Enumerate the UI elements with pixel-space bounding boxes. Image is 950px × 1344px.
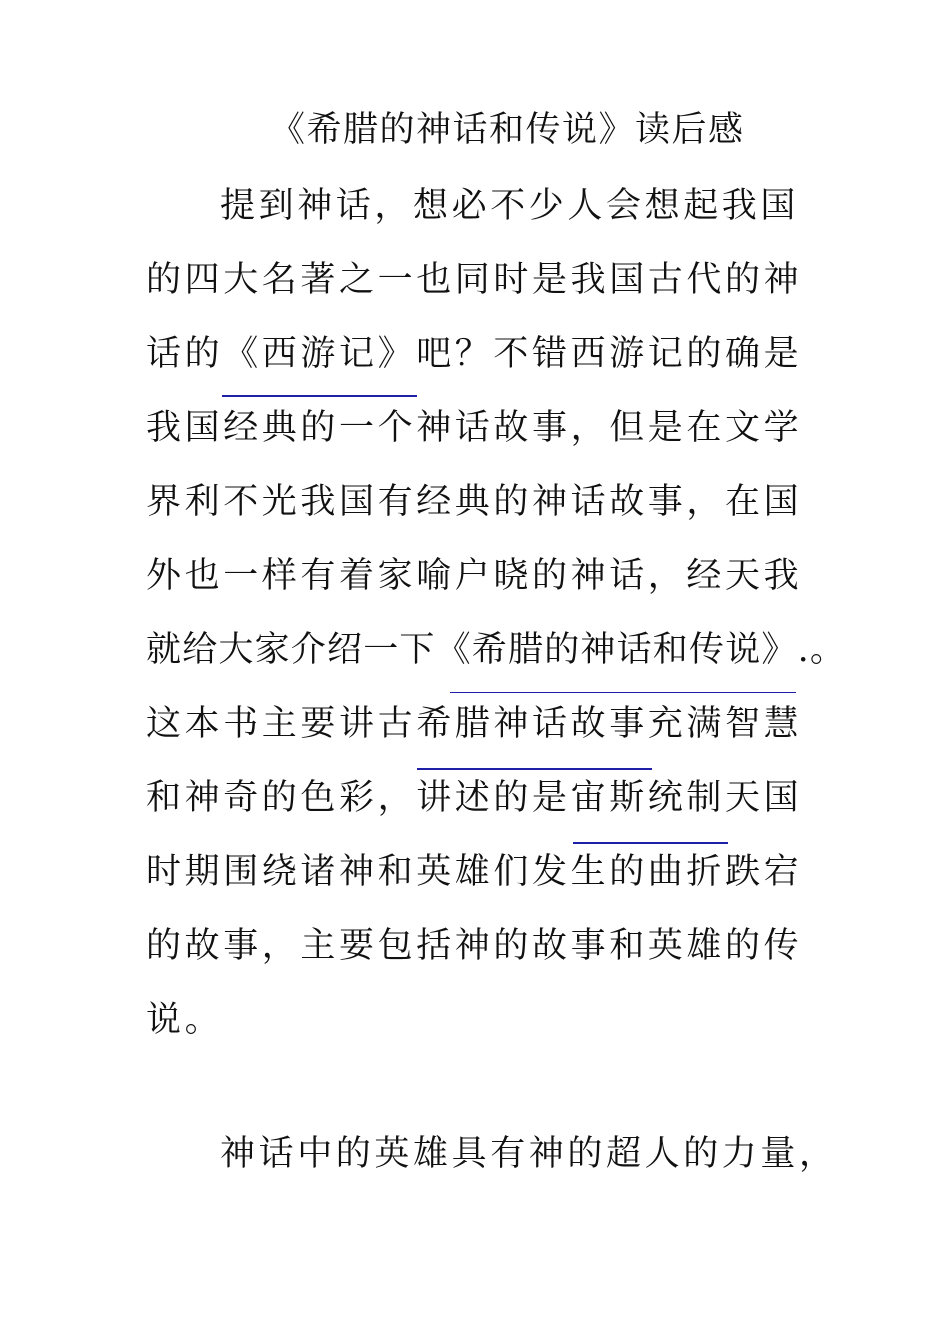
paragraph-line: 外也一样有着家喻户晓的神话，经天我 [146,556,803,596]
underline-mark [222,395,417,397]
paragraph-line: 的故事，主要包括神的故事和英雄的传 [146,926,803,966]
paragraph-line: 神话中的英雄具有神的超人的力量， [220,1134,838,1174]
underline-mark [450,692,796,693]
paragraph-line: 时期围绕诸神和英雄们发生的曲折跌宕 [146,852,803,892]
paragraph-line: 提到神话，想必不少人会想起我国 [220,186,800,226]
paragraph-line: 话的《西游记》吧？不错西游记的确是 [146,334,803,374]
paragraph-line: 的四大名著之一也同时是我国古代的神 [146,260,803,300]
underline-mark [573,842,728,844]
paragraph-line: 我国经典的一个神话故事，但是在文学 [146,408,803,448]
paragraph-line: 这本书主要讲古希腊神话故事充满智慧 [146,704,803,744]
paragraph-line: 就给大家介绍一下《希腊的神话和传说》.。 [146,630,847,670]
underline-mark [417,768,652,770]
paragraph-line: 界利不光我国有经典的神话故事，在国 [146,482,803,522]
document-title: 《希腊的神话和传说》读后感 [270,110,745,150]
paragraph-line: 和神奇的色彩，讲述的是宙斯统制天国 [146,778,803,818]
paragraph-line: 说。 [146,1000,224,1040]
